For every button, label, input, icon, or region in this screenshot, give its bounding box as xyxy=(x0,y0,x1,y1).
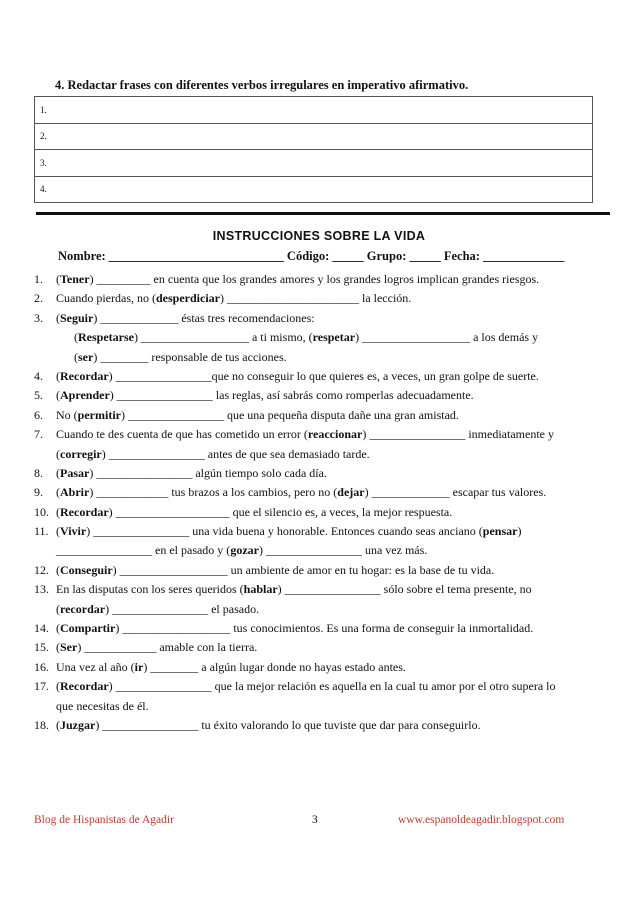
sentence-text: ) ________________ el pasado. xyxy=(105,601,260,616)
item-number: 1. xyxy=(34,272,43,286)
answer-lines-table xyxy=(34,96,593,203)
sentence-text: ( xyxy=(56,388,60,403)
sentence-text: ( xyxy=(56,504,60,519)
section-4-heading: 4. Redactar frases con diferentes verbos irregulares en imperativo afirmativo. xyxy=(55,78,469,92)
exercise-line xyxy=(34,309,604,328)
sentence-text: ) ____________ tus brazos a los cambios, pero no ( xyxy=(89,485,338,500)
verb-infinitive: Recordar xyxy=(60,368,109,383)
verb-infinitive: respetar xyxy=(312,330,356,345)
exercise-line xyxy=(34,600,604,619)
exercise-line xyxy=(34,348,604,367)
sentence-text: ) ______________________ la lección. xyxy=(219,291,412,306)
verb-infinitive: Vivir xyxy=(60,524,87,539)
exercise-line xyxy=(34,561,604,580)
exercise-list xyxy=(34,270,604,735)
sentence-text: Cuando pierdas, no ( xyxy=(56,291,156,306)
page-number: 3 xyxy=(312,814,318,826)
item-number: 9. xyxy=(34,485,43,500)
instructions-title: INSTRUCCIONES SOBRE LA VIDA xyxy=(212,229,426,243)
sentence-text: que necesitas de él. xyxy=(56,698,149,713)
sentence-text: ) ________________ sólo sobre el tema presente, no xyxy=(277,582,532,597)
verb-infinitive: permitir xyxy=(77,407,121,422)
item-number: 5. xyxy=(34,388,43,403)
verb-infinitive: Pasar xyxy=(60,465,90,480)
sentence-text: ( xyxy=(56,601,60,616)
sentence-text: ) ________________que no conseguir lo que quieres es, a veces, un gran golpe de suerte. xyxy=(108,368,539,383)
sentence-text: ) ________________ inmediatamente y xyxy=(362,427,554,442)
exercise-line xyxy=(34,367,604,386)
exercise-line xyxy=(34,522,604,541)
exercise-line xyxy=(34,328,604,347)
footer-blog-name[interactable]: Blog de Hispanistas de Agadir xyxy=(34,814,174,826)
verb-infinitive: ser xyxy=(78,349,94,364)
sentence-text: ________________ en el pasado y ( xyxy=(56,543,231,558)
exercise-line xyxy=(34,270,604,289)
sentence-text: Cuando te des cuenta de que has cometido un error ( xyxy=(56,427,308,442)
verb-infinitive: Compartir xyxy=(60,621,116,636)
sentence-text: ( xyxy=(56,446,60,461)
sentence-text: ) __________________ tus conocimientos. Es una forma de conseguir la inmortalidad. xyxy=(115,621,534,636)
sentence-text: ( xyxy=(56,679,60,694)
verb-infinitive: Recordar xyxy=(60,679,109,694)
verb-infinitive: Abrir xyxy=(60,485,90,500)
sentence-text: ) ________________ antes de que sea demasiado tarde. xyxy=(101,446,370,461)
sentence-text: ( xyxy=(56,272,60,286)
sentence-text: ) _____________ éstas tres recomendaciones: xyxy=(93,310,315,325)
verb-infinitive: corregir xyxy=(60,446,102,461)
exercise-line xyxy=(34,658,604,677)
sentence-text: ) __________________ un ambiente de amor en tu hogar: es la base de tu vida. xyxy=(112,562,495,577)
verb-infinitive: recordar xyxy=(60,601,106,616)
exercise-line xyxy=(34,425,604,444)
answer-line[interactable]: 3. xyxy=(35,150,593,177)
sentence-text: ( xyxy=(74,349,78,364)
exercise-line xyxy=(34,445,604,464)
verb-infinitive: Juzgar xyxy=(60,717,96,732)
sentence-text: ) ________________ que la mejor relación es aquella en la cual tu amor por el otro supera lo xyxy=(108,679,556,694)
exercise-line xyxy=(34,580,604,599)
verb-infinitive: gozar xyxy=(230,543,259,558)
item-number: 13. xyxy=(34,582,49,597)
sentence-text: ) ___________________ que el silencio es, a veces, la mejor respuesta. xyxy=(108,504,453,519)
exercise-line xyxy=(34,464,604,483)
sentence-text: ) xyxy=(517,524,522,539)
sentence-text: ) __________________ a ti mismo, ( xyxy=(133,330,313,345)
sentence-text: ( xyxy=(56,310,60,325)
item-number: 6. xyxy=(34,407,43,422)
exercise-line xyxy=(34,503,604,522)
sentence-text: ) ________ responsable de tus acciones. xyxy=(93,349,287,364)
sentence-text: ) ________________ una vez más. xyxy=(258,543,428,558)
item-number: 14. xyxy=(34,621,49,636)
item-number: 10. xyxy=(34,504,49,519)
verb-infinitive: hablar xyxy=(243,582,278,597)
exercise-line xyxy=(34,716,604,735)
verb-infinitive: Recordar xyxy=(60,504,109,519)
item-number: 12. xyxy=(34,562,49,577)
sentence-text: ) ________________ algún tiempo solo cada día. xyxy=(89,465,327,480)
sentence-text: ) ________________ las reglas, así sabrás como romperlas adecuadamente. xyxy=(109,388,474,403)
exercise-line xyxy=(34,638,604,657)
verb-infinitive: Aprender xyxy=(60,388,110,403)
sentence-text: En las disputas con los seres queridos ( xyxy=(56,582,244,597)
item-number: 15. xyxy=(34,640,49,655)
exercise-line xyxy=(34,677,604,696)
sentence-text: ( xyxy=(56,368,60,383)
sentence-text: No ( xyxy=(56,407,78,422)
sentence-text: ( xyxy=(56,621,60,636)
sentence-text: ) ________________ tu éxito valorando lo que tuviste que dar para conseguirlo. xyxy=(95,717,481,732)
footer-website-link[interactable]: www.espanoldeagadir.blogspot.com xyxy=(398,814,565,826)
answer-line[interactable]: 2. xyxy=(35,123,593,150)
sentence-text: ( xyxy=(56,640,60,655)
sentence-text: ) _________ en cuenta que los grandes amores y los grandes logros implican grandes riesgos. xyxy=(89,272,540,286)
sentence-text: ) ____________ amable con la tierra. xyxy=(77,640,258,655)
verb-infinitive: Respetarse xyxy=(78,330,134,345)
verb-infinitive: Ser xyxy=(60,640,78,655)
answer-line[interactable]: 4. xyxy=(35,176,593,203)
sentence-text: ) _____________ escapar tus valores. xyxy=(364,485,547,500)
item-number: 7. xyxy=(34,427,43,442)
sentence-text: Una vez al año ( xyxy=(56,659,135,674)
item-number: 18. xyxy=(34,717,49,732)
sentence-text: ) __________________ a los demás y xyxy=(355,330,539,345)
item-number: 4. xyxy=(34,368,43,383)
section-divider xyxy=(36,212,610,215)
sentence-text: ( xyxy=(56,465,60,480)
verb-infinitive: reaccionar xyxy=(307,427,363,442)
sentence-text: ( xyxy=(74,330,78,345)
sentence-text: ) ________ a algún lugar donde no hayas estado antes. xyxy=(143,659,406,674)
sentence-text: ( xyxy=(56,485,60,500)
verb-infinitive: Conseguir xyxy=(60,562,113,577)
exercise-line xyxy=(34,406,604,425)
verb-infinitive: dejar xyxy=(337,485,365,500)
answer-line[interactable]: 1. xyxy=(35,97,593,124)
sentence-text: ( xyxy=(56,717,60,732)
verb-infinitive: desperdiciar xyxy=(155,291,220,306)
item-number: 16. xyxy=(34,659,49,674)
verb-infinitive: Tener xyxy=(60,272,90,286)
sentence-text: ( xyxy=(56,524,60,539)
exercise-line xyxy=(34,289,604,308)
sentence-text: ) ________________ una vida buena y honorable. Entonces cuando seas anciano ( xyxy=(86,524,483,539)
item-number: 17. xyxy=(34,679,49,694)
item-number: 8. xyxy=(34,465,43,480)
verb-infinitive: ir xyxy=(134,659,144,674)
item-number: 2. xyxy=(34,291,43,306)
exercise-line xyxy=(34,483,604,502)
item-number: 3. xyxy=(34,310,43,325)
sentence-text: ) ________________ que una pequeña disputa dañe una gran amistad. xyxy=(120,407,459,422)
item-number: 11. xyxy=(34,524,49,539)
exercise-line xyxy=(34,619,604,638)
verb-infinitive: Seguir xyxy=(60,310,94,325)
student-info-line: Nombre: ____________________________ Código: _____ Grupo: _____ Fecha: _____________ xyxy=(58,249,565,263)
sentence-text: ( xyxy=(56,562,60,577)
verb-infinitive: pensar xyxy=(482,524,518,539)
exercise-line xyxy=(34,697,604,716)
exercise-line xyxy=(34,541,604,560)
exercise-line xyxy=(34,386,604,405)
